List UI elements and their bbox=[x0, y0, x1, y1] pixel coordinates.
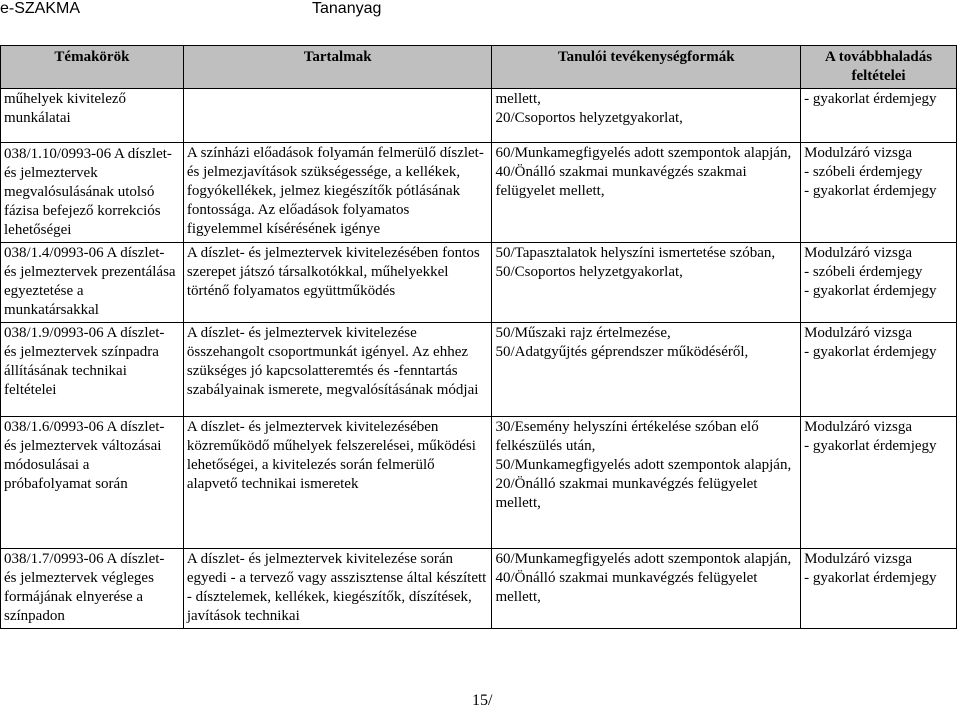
cell: 60/Munkamegfigyelés adott szempontok alapján, 40/Önálló szakmai munkavégzés felügyelet mellett, bbox=[492, 549, 801, 629]
cell: A díszlet- és jelmeztervek kivitelezése során egyedi - a tervező vagy asszisztense által készített - dísztelemek, kellékek, kiegészítők, díszítések, javítások technikai bbox=[183, 549, 492, 629]
cell: Modulzáró vizsga - gyakorlat érdemjegy bbox=[801, 549, 957, 629]
page-number: 15/ bbox=[472, 692, 493, 709]
table-row bbox=[1, 549, 957, 629]
table-header-row bbox=[1, 46, 957, 89]
table-row bbox=[1, 89, 957, 143]
header-tevekenyseg: Tanulói tevékenységformák bbox=[492, 46, 801, 89]
table-row bbox=[1, 243, 957, 323]
cell: 038/1.6/0993-06 A díszlet- és jelmeztervek változásai módosulásai a próbafolyamat során bbox=[1, 417, 184, 549]
cell: Modulzáró vizsga - szóbeli érdemjegy - gyakorlat érdemjegy bbox=[801, 243, 957, 323]
table-row bbox=[1, 323, 957, 417]
site-title: e-SZAKMA bbox=[0, 0, 81, 17]
cell: műhelyek kivitelező munkálatai bbox=[1, 89, 184, 143]
header-tartalmak: Tartalmak bbox=[183, 46, 492, 89]
header-temakorok: Témakörök bbox=[1, 46, 184, 89]
cell: 60/Munkamegfigyelés adott szempontok alapján, 40/Önálló szakmai munkavégzés szakmai felügyelet mellett, bbox=[492, 143, 801, 243]
cell bbox=[183, 89, 492, 143]
cell: Modulzáró vizsga - gyakorlat érdemjegy bbox=[801, 417, 957, 549]
cell: A színházi előadások folyamán felmerülő díszlet- és jelmezjavítások szükségessége, a kellékek, fogyókellékek, jelmez kiegészítők pótlásának fontossága. Az előadások folyamatos figyelemmel kísérésének igénye bbox=[183, 143, 492, 243]
section-title: Tananyag bbox=[312, 0, 382, 17]
header-feltetelek: A továbbhaladás feltételei bbox=[801, 46, 957, 89]
table-row bbox=[1, 143, 957, 243]
cell: A díszlet- és jelmeztervek kivitelezésében fontos szerepet játszó társalkotókkal, műhelyekkel történő folyamatos együttműködés bbox=[183, 243, 492, 323]
cell: A díszlet- és jelmeztervek kivitelezésében közreműködő műhelyek felszerelései, működési lehetőségei, a kivitelezés során felmerülő alapvető technikai ismeretek bbox=[183, 417, 492, 549]
cell: 038/1.10/0993-06 A díszlet- és jelmeztervek megvalósulásának utolsó fázisa befejező korrekciós lehetőségei bbox=[1, 143, 184, 243]
cell: - gyakorlat érdemjegy bbox=[801, 89, 957, 143]
cell: 50/Tapasztalatok helyszíni ismertetése szóban, 50/Csoportos helyzetgyakorlat, bbox=[492, 243, 801, 323]
cell: Modulzáró vizsga - szóbeli érdemjegy - gyakorlat érdemjegy bbox=[801, 143, 957, 243]
cell: Modulzáró vizsga - gyakorlat érdemjegy bbox=[801, 323, 957, 417]
cell: 30/Esemény helyszíni értékelése szóban elő felkészülés után, 50/Munkamegfigyelés adott szempontok alapján, 20/Önálló szakmai munkavégzés felügyelet mellett, bbox=[492, 417, 801, 549]
cell: 038/1.7/0993-06 A díszlet- és jelmeztervek végleges formájának elnyerése a színpadon bbox=[1, 549, 184, 629]
cell: A díszlet- és jelmeztervek kivitelezése összehangolt csoportmunkát igényel. Az ehhez szükséges jó kapcsolatteremtés és -fenntartás szabályainak ismerete, megvalósításának módjai bbox=[183, 323, 492, 417]
curriculum-table bbox=[0, 45, 957, 629]
cell: mellett, 20/Csoportos helyzetgyakorlat, bbox=[492, 89, 801, 143]
table-row bbox=[1, 417, 957, 549]
cell: 038/1.9/0993-06 A díszlet- és jelmeztervek színpadra állításának technikai feltételei bbox=[1, 323, 184, 417]
cell: 038/1.4/0993-06 A díszlet- és jelmeztervek prezentálása egyeztetése a munkatársakkal bbox=[1, 243, 184, 323]
cell: 50/Műszaki rajz értelmezése, 50/Adatgyűjtés géprendszer működéséről, bbox=[492, 323, 801, 417]
